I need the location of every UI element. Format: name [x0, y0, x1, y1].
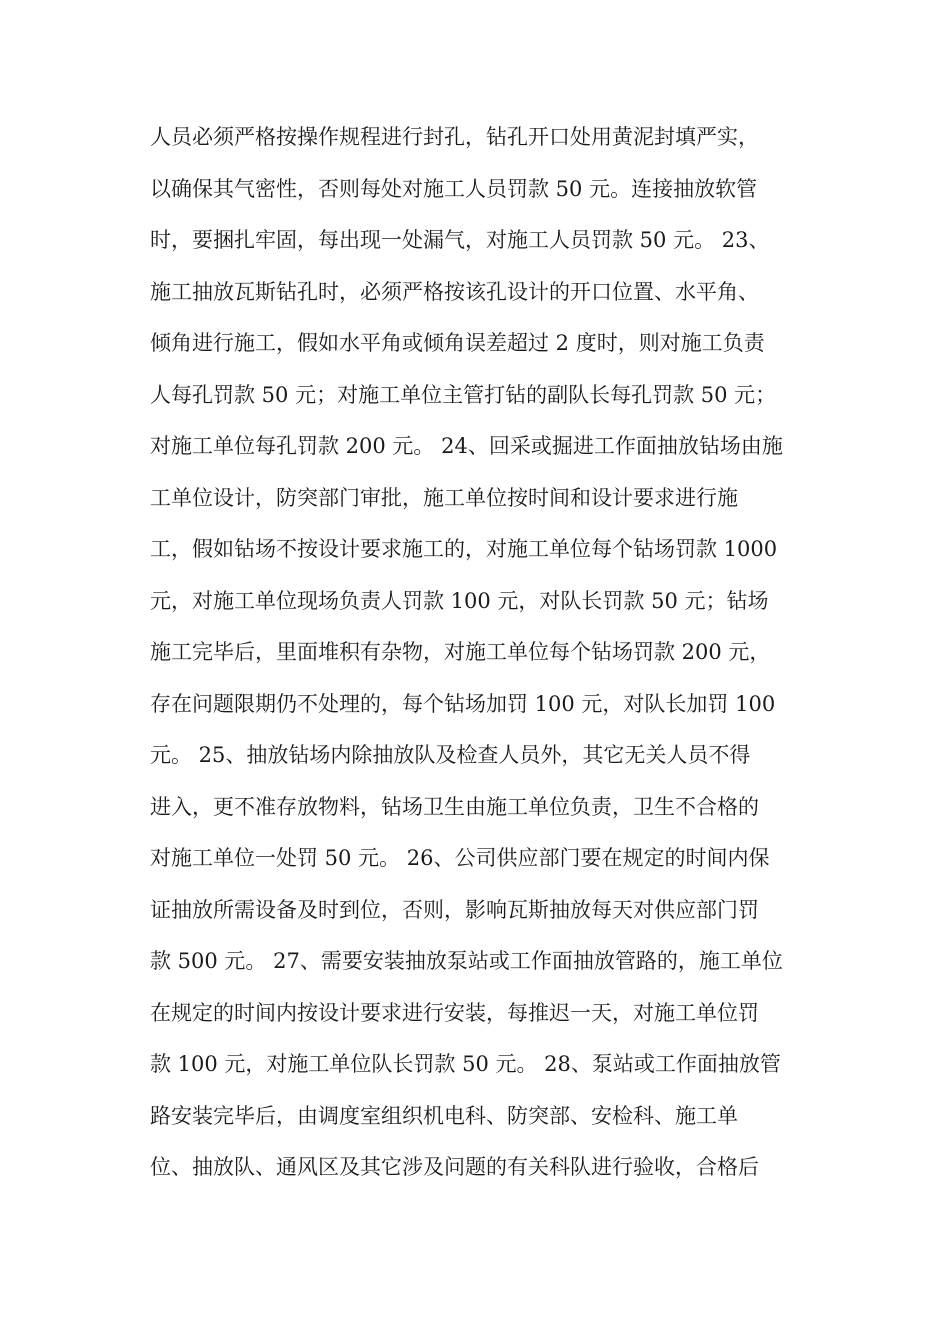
text-line: 元。 25、抽放钻场内除抽放队及检查人员外，其它无关人员不得	[150, 743, 751, 767]
text-line: 进入，更不准存放物料，钻场卫生由施工单位负责，卫生不合格的	[150, 794, 759, 819]
text-line: 施工抽放瓦斯钻孔时，必须严格按该孔设计的开口位置、水平角、	[150, 279, 759, 304]
text-line: 位、抽放队、通风区及其它涉及问题的有关科队进行验收，合格后	[150, 1155, 759, 1179]
text-line: 时，要捆扎牢固，每出现一处漏气，对施工人员罚款 50 元。 23、	[150, 228, 770, 252]
text-line: 对施工单位一处罚 50 元。 26、公司供应部门要在规定的时间内保	[150, 846, 770, 870]
text-line: 工，假如钻场不按设计要求施工的，对施工单位每个钻场罚款 1000	[150, 537, 778, 561]
text-line: 元，对施工单位现场负责人罚款 100 元，对队长罚款 50 元；钻场	[150, 588, 769, 613]
text-line: 人员必须严格按操作规程进行封孔，钻孔开口处用黄泥封填严实，	[150, 125, 759, 149]
text-line: 对施工单位每孔罚款 200 元。 24、回采或掘进工作面抽放钻场由施	[150, 434, 783, 458]
text-line: 人每孔罚款 50 元；对施工单位主管打钻的副队长每孔罚款 50 元；	[150, 382, 777, 407]
text-line: 在规定的时间内按设计要求进行安装，每推迟一天，对施工单位罚	[150, 1000, 759, 1025]
body-text	[150, 112, 810, 1194]
text-line: 以确保其气密性，否则每处对施工人员罚款 50 元。连接抽放软管	[150, 176, 758, 201]
text-line: 存在问题限期仍不处理的，每个钻场加罚 100 元，对队长加罚 100	[150, 691, 776, 716]
text-line: 路安装完毕后，由调度室组织机电科、防突部、安检科、施工单	[150, 1103, 738, 1128]
text-line: 倾角进行施工，假如水平角或倾角误差超过 2 度时，则对施工负责	[150, 331, 765, 355]
text-line: 证抽放所需设备及时到位，否则，影响瓦斯抽放每天对供应部门罚	[150, 897, 759, 922]
text-line: 款 100 元，对施工单位队长罚款 50 元。 28、泵站或工作面抽放管	[150, 1052, 781, 1076]
text-line: 款 500 元。 27、需要安装抽放泵站或工作面抽放管路的，施工单位	[150, 949, 783, 973]
text-line: 施工完毕后，里面堆积有杂物，对施工单位每个钻场罚款 200 元，	[150, 640, 771, 664]
text-line: 工单位设计，防突部门审批，施工单位按时间和设计要求进行施	[150, 485, 738, 510]
